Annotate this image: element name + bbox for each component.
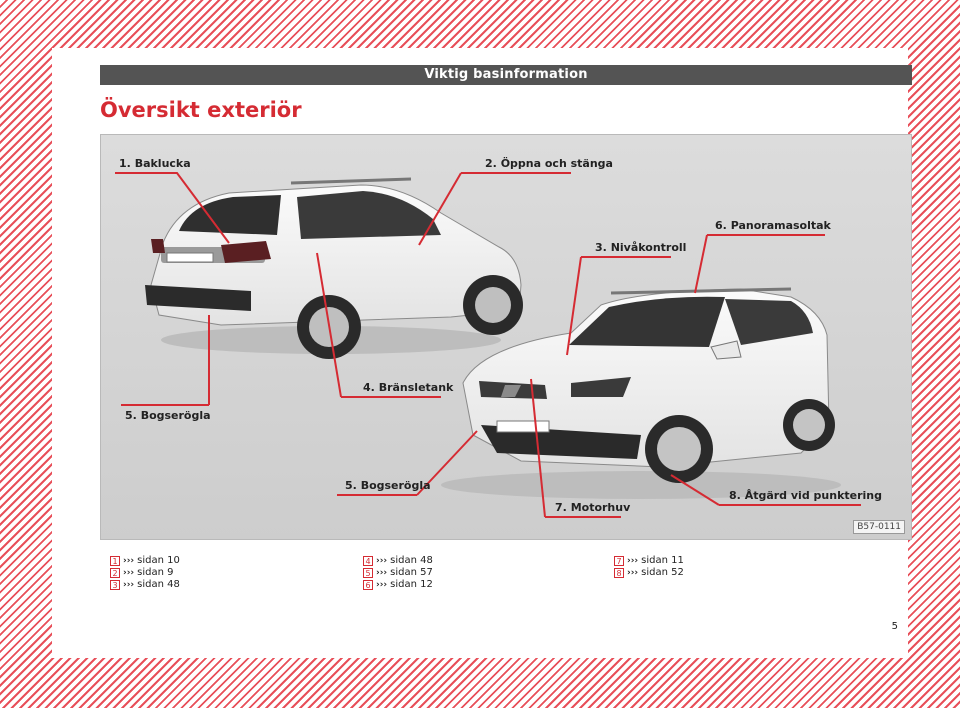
reference-text: sidan 48	[137, 579, 180, 590]
reference-arrow-icon: ›››	[123, 556, 135, 566]
callout-3-label: 3. Nivåkontroll	[595, 241, 687, 254]
reference-item-7[interactable]	[614, 555, 684, 567]
callout-4-label: 4. Bränsletank	[363, 381, 454, 394]
reference-item-2[interactable]	[110, 567, 180, 579]
reference-number: 1	[110, 556, 120, 566]
reference-column-3	[614, 555, 684, 579]
reference-text: sidan 10	[137, 555, 180, 566]
callout-5b-label: 5. Bogserögla	[345, 479, 431, 492]
reference-column-2	[363, 555, 433, 591]
reference-arrow-icon: ›››	[376, 580, 388, 590]
reference-item-5[interactable]	[363, 567, 433, 579]
reference-number: 2	[110, 568, 120, 578]
reference-number: 8	[614, 568, 624, 578]
callout-1-label: 1. Baklucka	[119, 157, 191, 170]
reference-item-3[interactable]	[110, 579, 180, 591]
reference-arrow-icon: ›››	[627, 568, 639, 578]
car-illustration	[101, 135, 912, 540]
reference-item-1[interactable]	[110, 555, 180, 567]
reference-number: 6	[363, 580, 373, 590]
reference-number: 5	[363, 568, 373, 578]
figure-code: B57-0111	[853, 520, 905, 534]
callout-5a-label: 5. Bogserögla	[125, 409, 211, 422]
reference-arrow-icon: ›››	[376, 568, 388, 578]
reference-arrow-icon: ›››	[123, 580, 135, 590]
callout-2-label: 2. Öppna och stänga	[485, 157, 613, 170]
reference-text: sidan 57	[390, 567, 433, 578]
manual-page	[52, 48, 908, 658]
reference-column-1	[110, 555, 180, 591]
callout-8-label: 8. Åtgärd vid punktering	[729, 489, 882, 502]
callout-7-label: 7. Motorhuv	[555, 501, 631, 514]
callout-6-label: 6. Panoramasoltak	[715, 219, 831, 232]
reference-arrow-icon: ›››	[123, 568, 135, 578]
reference-number: 4	[363, 556, 373, 566]
reference-text: sidan 12	[390, 579, 433, 590]
reference-number: 7	[614, 556, 624, 566]
reference-arrow-icon: ›››	[376, 556, 388, 566]
reference-text: sidan 9	[137, 567, 174, 578]
page-number: 5	[891, 621, 898, 632]
reference-item-8[interactable]	[614, 567, 684, 579]
reference-item-6[interactable]	[363, 579, 433, 591]
reference-text: sidan 48	[390, 555, 433, 566]
reference-arrow-icon: ›››	[627, 556, 639, 566]
chapter-header: Viktig basinformation	[100, 65, 912, 85]
reference-text: sidan 52	[641, 567, 684, 578]
reference-item-4[interactable]	[363, 555, 433, 567]
reference-number: 3	[110, 580, 120, 590]
section-title: Översikt exteriör	[100, 98, 302, 122]
exterior-overview-figure	[100, 134, 912, 540]
reference-text: sidan 11	[641, 555, 684, 566]
